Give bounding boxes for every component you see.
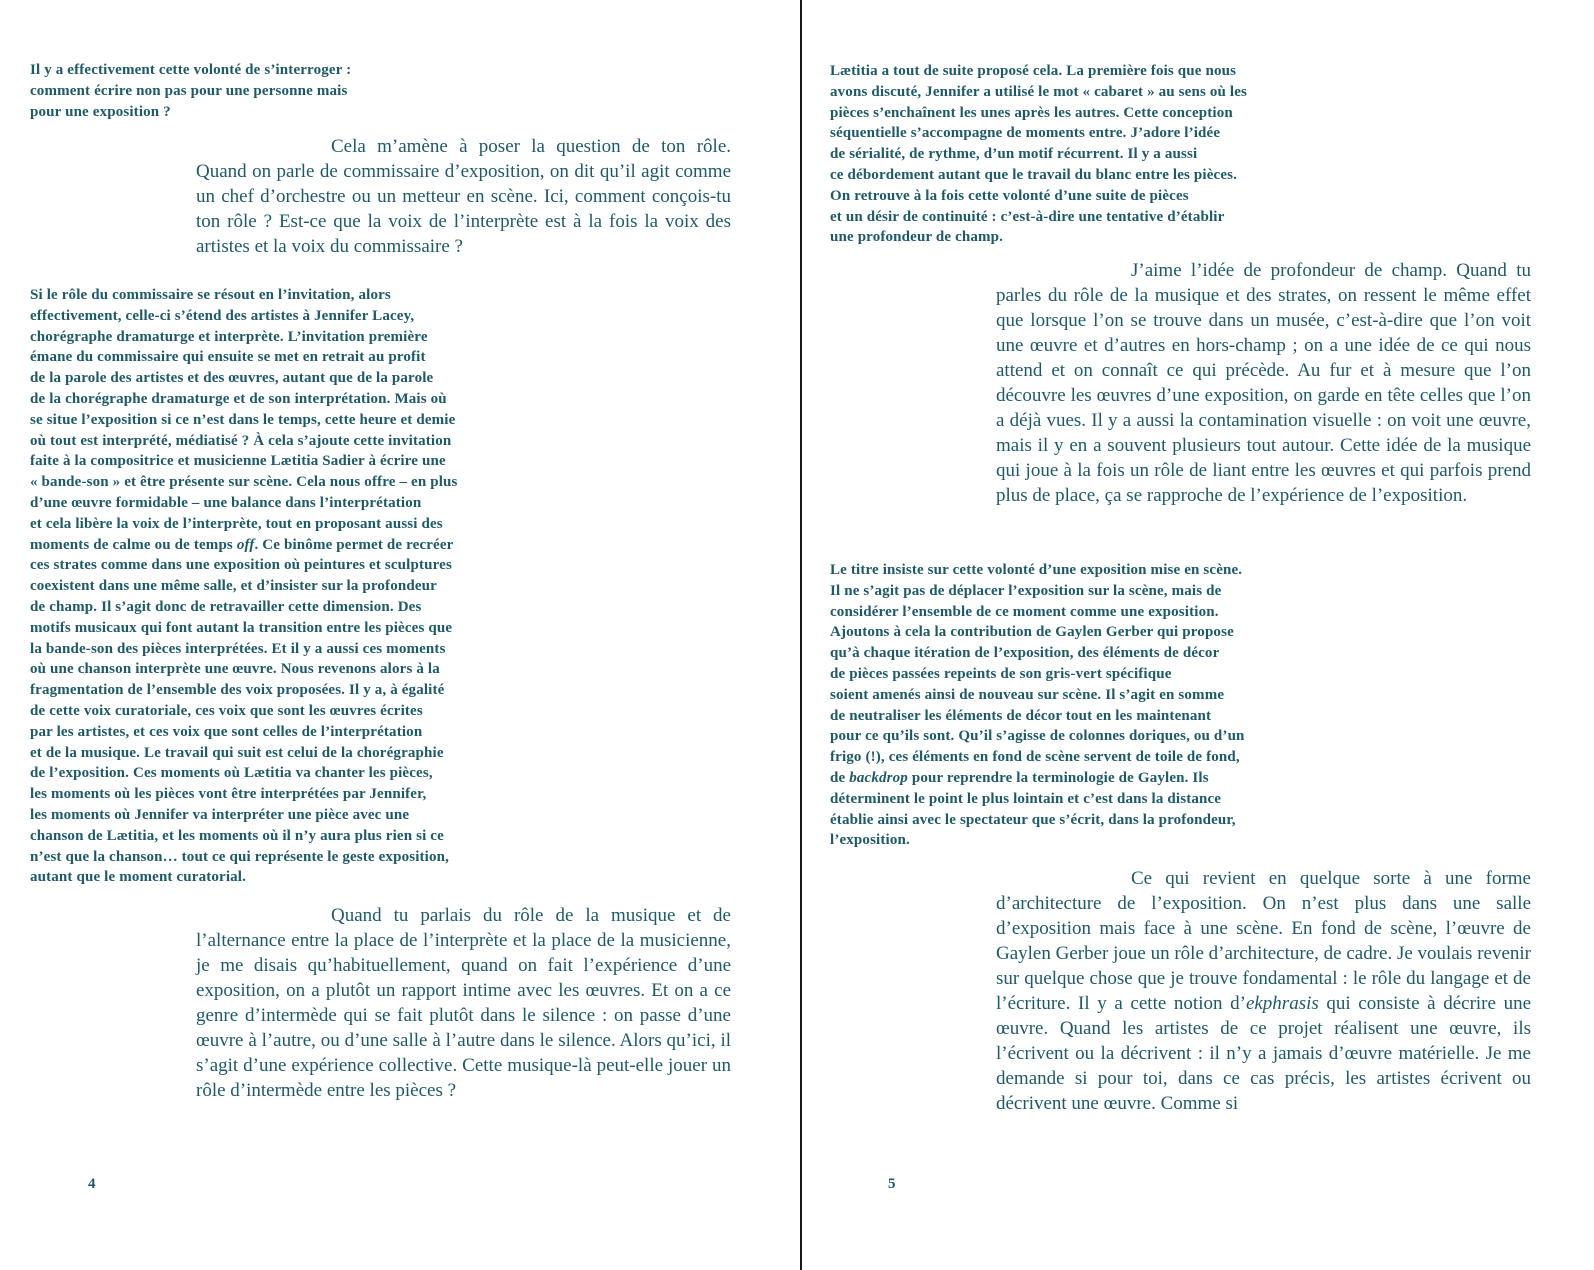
- text-line: soient amenés ainsi de nouveau sur scène. Il s’agit en somme: [830, 686, 1225, 703]
- text-line: de cette voix curatoriale, ces voix que sont les œuvres écrites: [30, 702, 423, 719]
- answer-paragraph: [996, 258, 1531, 508]
- text-line: fragmentation de l’ensemble des voix proposées. Il y a, à égalité: [30, 682, 445, 699]
- answer-text: qui consiste à décrire une œuvre. Quand les artistes de ce projet réalisent une œuvre, ils l’écrivent ou la décrivent : il n’y a jamais d’œuvre matérielle. Je me demande si pour toi, dans ce cas précis, les artistes écrivent ou décrivent une œuvre. Comme si: [996, 993, 1532, 1114]
- answer-text: Ce qui revient en quelque sorte à une forme d’architecture de l’exposition. On n’est plus dans une salle d’exposition mais face à une scène. En fond de scène, l’œuvre de Gaylen Gerber joue un rôle d’architecture, de cadre. Je voulais revenir sur quelque chose que je trouve fondamental : le rôle du langage et de l’écriture. Il y a cette notion d’: [996, 868, 1531, 1014]
- text-line: comment écrire non pas pour une personne mais: [30, 82, 348, 99]
- answer-text: Cela m’amène à poser la question de ton rôle. Quand on parle de commissaire d’exposition, on dit qu’il agit comme un chef d’orchestre ou un metteur en scène. Ici, comment conçois-tu ton rôle ? Est-ce que la voix de l’interprète est à la fois la voix des artistes et la voix du commissaire ?: [196, 136, 731, 257]
- text-line: de champ. Il s’agit donc de retravailler cette dimension. Des: [30, 598, 422, 615]
- text-line: [830, 768, 1330, 789]
- text-line: chanson de Lætitia, et les moments où il n’y aura plus rien si ce: [30, 827, 444, 844]
- text-line: par les artistes, et ces voix que sont celles de l’interprétation: [30, 723, 423, 740]
- text-line: de pièces passées repeints de son gris-vert spécifique: [830, 665, 1172, 682]
- question-block: [30, 285, 540, 888]
- text-line: et un désir de continuité : c’est-à-dire une tentative d’établir: [830, 208, 1225, 225]
- answer-text: J’aime l’idée de profondeur de champ. Quand tu parles du rôle de la musique et des strates, on ressent le même effet que lorsque l’on se trouve dans un musée, c’est-à-dire que l’on voit une œuvre et d’autres en hors-champ ; on a une idée de ce qui nous attend et on connaît ce qui précède. Au fur et à mesure que l’on découvre les œuvres d’une exposition, on garde en tête celles que l’on a déjà vues. Il y a aussi la contamination visuelle : on voit une œuvre, mais il y en a souvent plusieurs tout autour. Cette idée de la musique qui joue à la fois un rôle de liant entre les œuvres et qui parfois prend plus de place, ça se rapproche de l’expérience de l’exposition.: [996, 260, 1531, 506]
- text-line: Ajoutons à cela la contribution de Gaylen Gerber qui propose: [830, 624, 1234, 641]
- text-line: de sérialité, de rythme, d’un motif récurrent. Il y a aussi: [830, 146, 1198, 163]
- text-line: chorégraphe dramaturge et interprète. L’invitation première: [30, 328, 428, 345]
- text-line: Il ne s’agit pas de déplacer l’exposition sur la scène, mais de: [830, 582, 1222, 599]
- text-line: la bande-son des pièces interprétées. Et il y a aussi ces moments: [30, 640, 446, 657]
- text-line: pour ce qu’ils sont. Qu’il s’agisse de colonnes doriques, ou d’un: [830, 728, 1245, 745]
- text-line: l’exposition.: [830, 832, 910, 849]
- text-line: Le titre insiste sur cette volonté d’une exposition mise en scène.: [830, 562, 1243, 578]
- text-line: où une chanson interprète une œuvre. Nous revenons alors à la: [30, 661, 440, 678]
- text-line: Si le rôle du commissaire se résout en l’invitation, alors: [30, 287, 391, 303]
- text-line: les moments où Jennifer va interpréter une pièce avec une: [30, 806, 410, 823]
- text-line: les moments où les pièces vont être interprétées par Jennifer,: [30, 786, 427, 803]
- text-line: d’une œuvre formidable – une balance dans l’interprétation: [30, 494, 422, 511]
- text-line: avons discuté, Jennifer a utilisé le mot « cabaret » au sens où les: [830, 83, 1247, 100]
- text-line: « bande-son » et être présente sur scène. Cela nous offre – en plus: [30, 474, 458, 491]
- question-block: [830, 61, 1330, 248]
- text-line: faite à la compositrice et musicienne Lætitia Sadier à écrire une: [30, 453, 446, 470]
- text-line: de l’exposition. Ces moments où Lætitia va chanter les pièces,: [30, 765, 433, 782]
- page-number: 5: [888, 1176, 896, 1192]
- text-line: On retrouve à la fois cette volonté d’une suite de pièces: [830, 187, 1189, 204]
- text-line: considérer l’ensemble de ce moment comme une exposition.: [830, 603, 1219, 620]
- text-line: et cela libère la voix de l’interprète, tout en proposant aussi des: [30, 515, 443, 532]
- italic-term: ekphrasis: [1245, 993, 1319, 1014]
- text-line: de neutraliser les éléments de décor tout en les maintenant: [830, 707, 1212, 724]
- text-line: ce débordement autant que le travail du blanc entre les pièces.: [830, 166, 1238, 183]
- text-line: séquentielle s’accompagne de moments entre. J’adore l’idée: [830, 125, 1221, 142]
- text-line: une profondeur de champ.: [830, 229, 1004, 246]
- text-line: de la chorégraphe dramaturge et de son interprétation. Mais où: [30, 390, 447, 407]
- right-page: [804, 0, 1594, 1270]
- text-fragment: pour reprendre la terminologie de Gaylen. Ils: [911, 769, 1209, 786]
- italic-term: off: [236, 536, 255, 553]
- text-line: effectivement, celle-ci s’étend des artistes à Jennifer Lacey,: [30, 307, 415, 324]
- text-line: déterminent le point le plus lointain et c’est dans la distance: [830, 790, 1222, 807]
- text-line: frigo (!), ces éléments en fond de scène servent de toile de fond,: [830, 749, 1240, 766]
- page-gutter: [800, 0, 802, 1270]
- text-line: où tout est interprété, médiatisé ? À cela s’ajoute cette invitation: [30, 432, 452, 449]
- text-line: établie ainsi avec le spectateur que s’écrit, dans la profondeur,: [830, 811, 1236, 828]
- text-fragment: . Ce binôme permet de recréer: [254, 536, 454, 553]
- text-line: se situe l’exposition si ce n’est dans le temps, cette heure et demie: [30, 411, 456, 428]
- answer-paragraph: [196, 903, 731, 1103]
- answer-paragraph: [196, 134, 731, 259]
- page-number: 4: [88, 1176, 96, 1192]
- text-line: coexistent dans une même salle, et d’insister sur la profondeur: [30, 578, 437, 595]
- question-block: [830, 560, 1330, 851]
- text-line: Il y a effectivement cette volonté de s’interroger :: [30, 62, 352, 78]
- answer-text: Quand tu parlais du rôle de la musique et de l’alternance entre la place de l’interprète et la place de la musicienne, je me disais qu’habituellement, quand on fait l’expérience d’une exposition, on a plutôt un rapport intime avec les œuvres. Et on a ce genre d’intermède qui se fait plutôt dans le silence : on passe d’une œuvre à l’autre, ou d’une salle à l’autre dans le silence. Alors qu’ici, il s’agit d’une expérience collective. Cette musique-là peut-elle jouer un rôle d’intermède entre les pièces ?: [196, 905, 731, 1101]
- text-line: qu’à chaque itération de l’exposition, des éléments de décor: [830, 645, 1220, 662]
- text-line: Lætitia a tout de suite proposé cela. La première fois que nous: [830, 63, 1237, 79]
- text-fragment: moments de calme ou de temps: [30, 536, 233, 553]
- answer-paragraph: [996, 866, 1531, 1116]
- text-line: pièces s’enchaînent les unes après les autres. Cette conception: [830, 104, 1233, 121]
- text-line: et de la musique. Le travail qui suit est celui de la chorégraphie: [30, 744, 444, 761]
- text-line: ces strates comme dans une exposition où peintures et sculptures: [30, 557, 452, 574]
- text-line: de la parole des artistes et des œuvres, autant que de la parole: [30, 370, 434, 387]
- text-line: n’est que la chanson… tout ce qui représente le geste exposition,: [30, 848, 450, 865]
- text-fragment: de: [830, 769, 846, 786]
- text-line: motifs musicaux qui font autant la transition entre les pièces que: [30, 619, 453, 636]
- text-line: pour une exposition ?: [30, 103, 171, 120]
- text-line: émane du commissaire qui ensuite se met en retrait au profit: [30, 349, 426, 366]
- italic-term: backdrop: [849, 769, 908, 786]
- text-line: [30, 535, 540, 556]
- question-block: [30, 60, 410, 122]
- text-line: autant que le moment curatorial.: [30, 869, 247, 886]
